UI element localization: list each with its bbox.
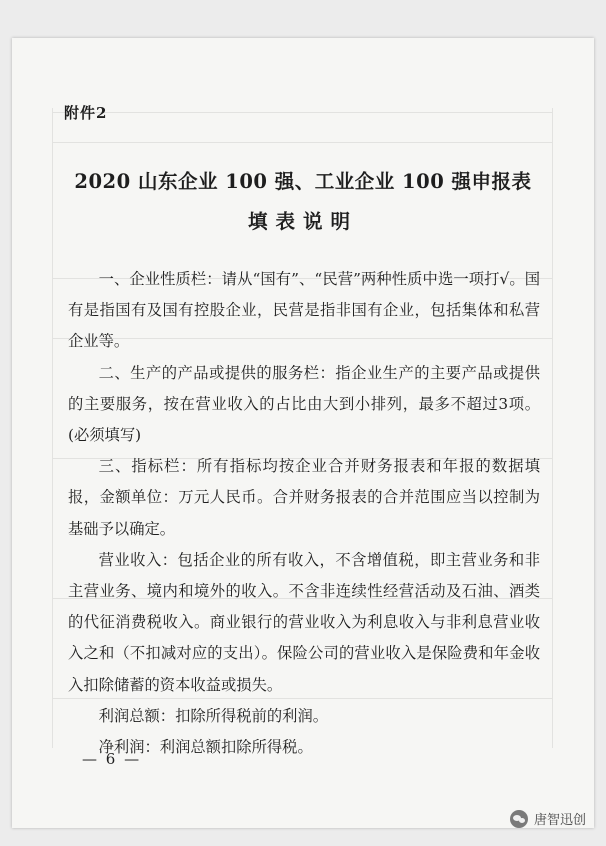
watermark — [510, 809, 586, 828]
document-content — [12, 38, 594, 828]
document-body — [68, 264, 540, 763]
document-title: 2020 山东企业 100 强、工业企业 100 强申报表 — [74, 170, 532, 193]
page-number: — 6 — — [82, 750, 142, 768]
paragraph-total-profit: 利润总额：扣除所得税前的利润。 — [98, 706, 329, 725]
document-subtitle: 填表说明 — [247, 210, 358, 233]
paragraph-operating-revenue: 营业收入：包括企业的所有收入，不含增值税，即主营业务和非主营业务、境内和境外的收入。不含非连续性经营活动及石油、酒类的代征消费税收入。商业银行的营业收入为利息收入与非利息营业收入之和（不扣减对应的支出）。保险公司的营业收入是保险费和年金收入扣除储蓄的资本收益或损失。 — [68, 550, 540, 694]
paragraph-net-profit: 净利润：利润总额扣除所得税。 — [98, 738, 313, 757]
paragraph-products-services: 二、生产的产品或提供的服务栏：指企业生产的主要产品或提供的主要服务，按在营业收入的占比由大到小排列，最多不超过3项。(必须填写) — [68, 363, 540, 445]
paragraph-indicators: 三、指标栏：所有指标均按企业合并财务报表和年报的数据填报，金额单位：万元人民币。合并财务报表的合并范围应当以控制为基础予以确定。 — [68, 457, 540, 538]
document-page — [12, 38, 594, 828]
watermark-text: 唐智迅创 — [533, 813, 586, 828]
paragraph-enterprise-nature: 一、企业性质栏：请从“国有”、“民营”两种性质中选一项打√。国有是指国有及国有控股企业，民营是指非国有企业，包括集体和私营企业等。 — [68, 270, 540, 351]
wechat-icon — [510, 810, 528, 828]
attachment-label: 附件2 — [64, 104, 108, 122]
